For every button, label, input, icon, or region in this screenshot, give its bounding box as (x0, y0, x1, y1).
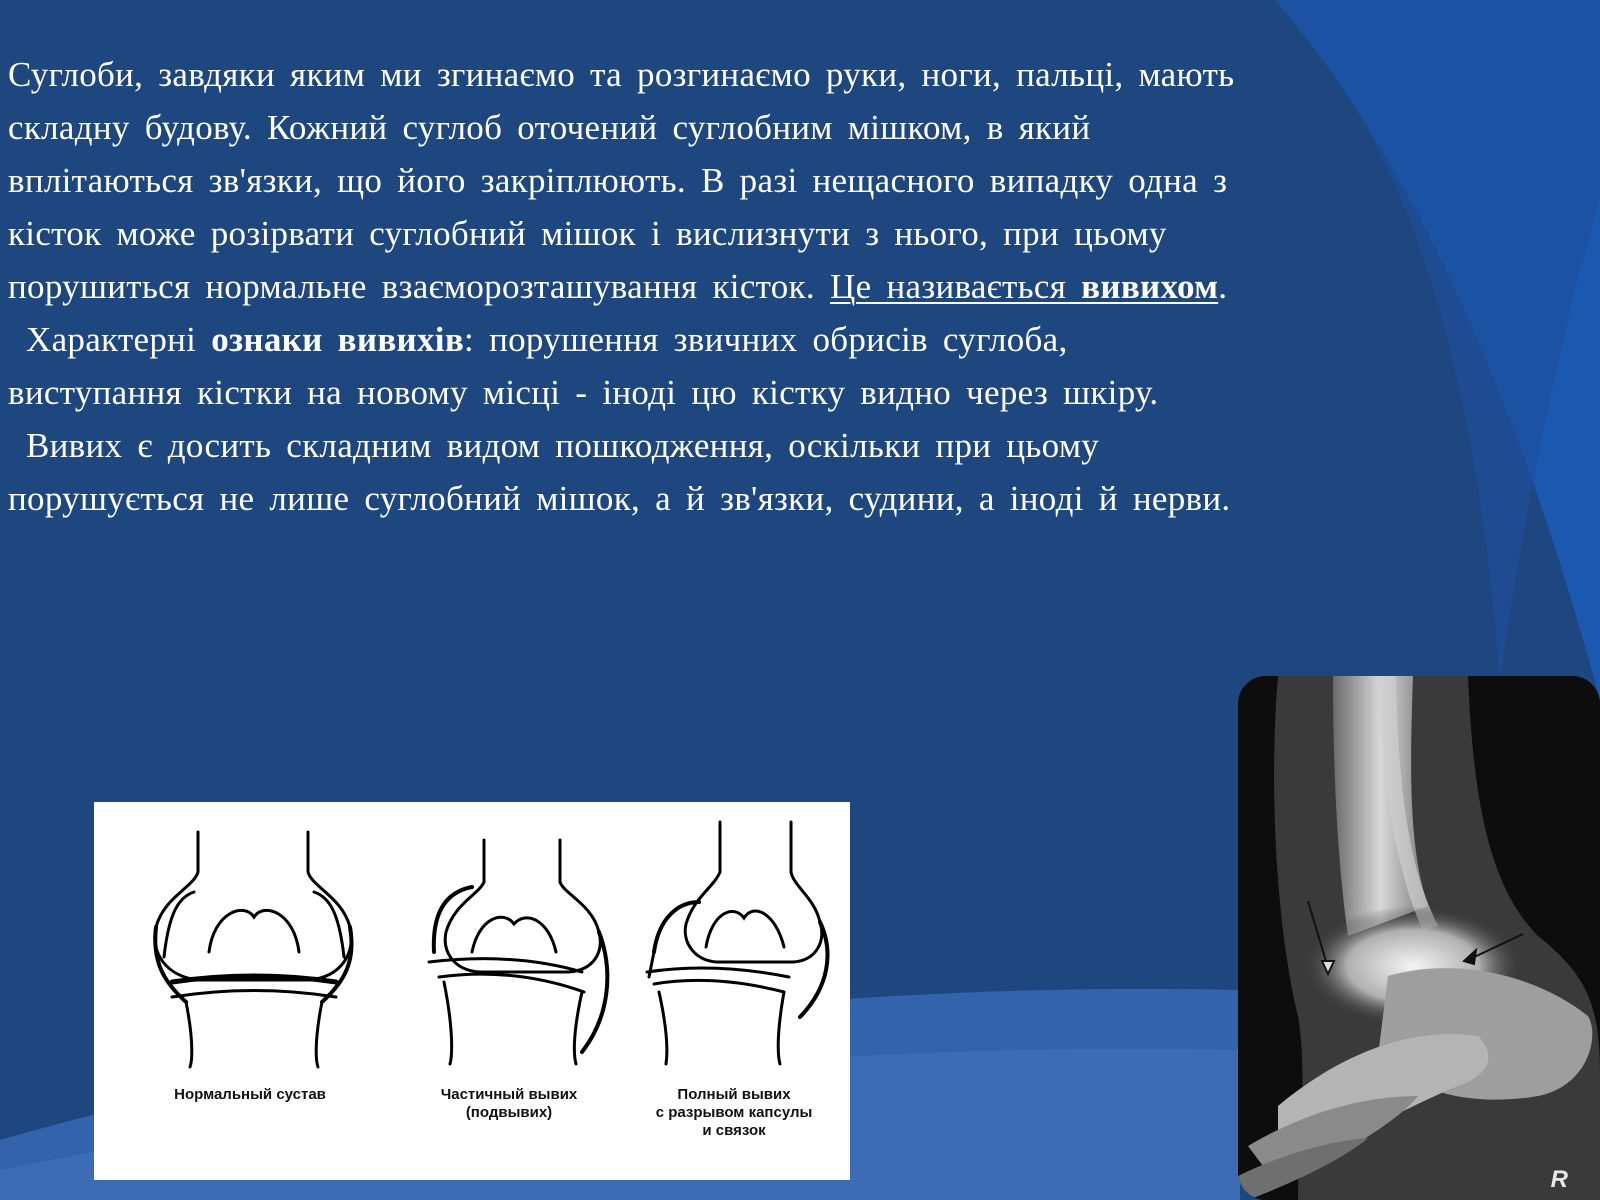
paragraph-3 (8, 419, 1253, 525)
caption-partial-dislocation (414, 1086, 604, 1122)
signs-of-dislocation-term: ознаки вивихів (211, 320, 465, 359)
paragraph-1-text: Суглоби, завдяки яким ми згинаємо та розгинаємо руки, ноги, пальці, мають складну будову. Кожний суглоб оточений суглобним мішком, в який вплітаються зв'язки, що його закріплюють. В разі нещасного випадку одна з кісток може розірвати суглобний мішок і вислизнути з нього, при цьому порушиться нормальне взаєморозташування кісток. (8, 55, 1235, 306)
ankle-xray-image (1238, 676, 1600, 1200)
joint-diagram-image (94, 802, 850, 1180)
caption-normal-joint (150, 1086, 350, 1104)
slide-body-text (8, 48, 1253, 525)
xray-drawing (1238, 676, 1600, 1200)
paragraph-2-start: Характерні (26, 320, 197, 359)
xray-side-marker: R (1550, 1166, 1568, 1193)
caption-normal-line1: Нормальный сустав (174, 1086, 326, 1103)
dislocation-term: вивихом (1081, 267, 1219, 306)
paragraph-2-rest: : порушення звичних обрисів суглоба, виступання кістки на новому місці - іноді цю кістку видно через шкіру. (8, 320, 1159, 412)
paragraph-3-text: Вивих є досить складним видом пошкодження, оскільки при цьому порушується не лише суглобний мішок, а й зв'язки, судини, а іноді й нерви. (8, 426, 1231, 518)
caption-full-dislocation (634, 1086, 834, 1140)
dislocation-link-text: Це називається (830, 267, 1067, 306)
paragraph-1-end: . (1218, 267, 1228, 306)
dislocation-link[interactable] (830, 267, 1218, 306)
caption-partial-line1: Частичный вывих (440, 1086, 578, 1103)
paragraph-2 (8, 313, 1253, 419)
caption-partial-line2: (подвывих) (465, 1104, 553, 1121)
caption-full-line3: и связок (702, 1122, 766, 1139)
caption-full-line2: с разрывом капсулы (655, 1104, 813, 1121)
paragraph-1 (8, 48, 1253, 313)
caption-full-line1: Полный вывих (677, 1086, 791, 1103)
